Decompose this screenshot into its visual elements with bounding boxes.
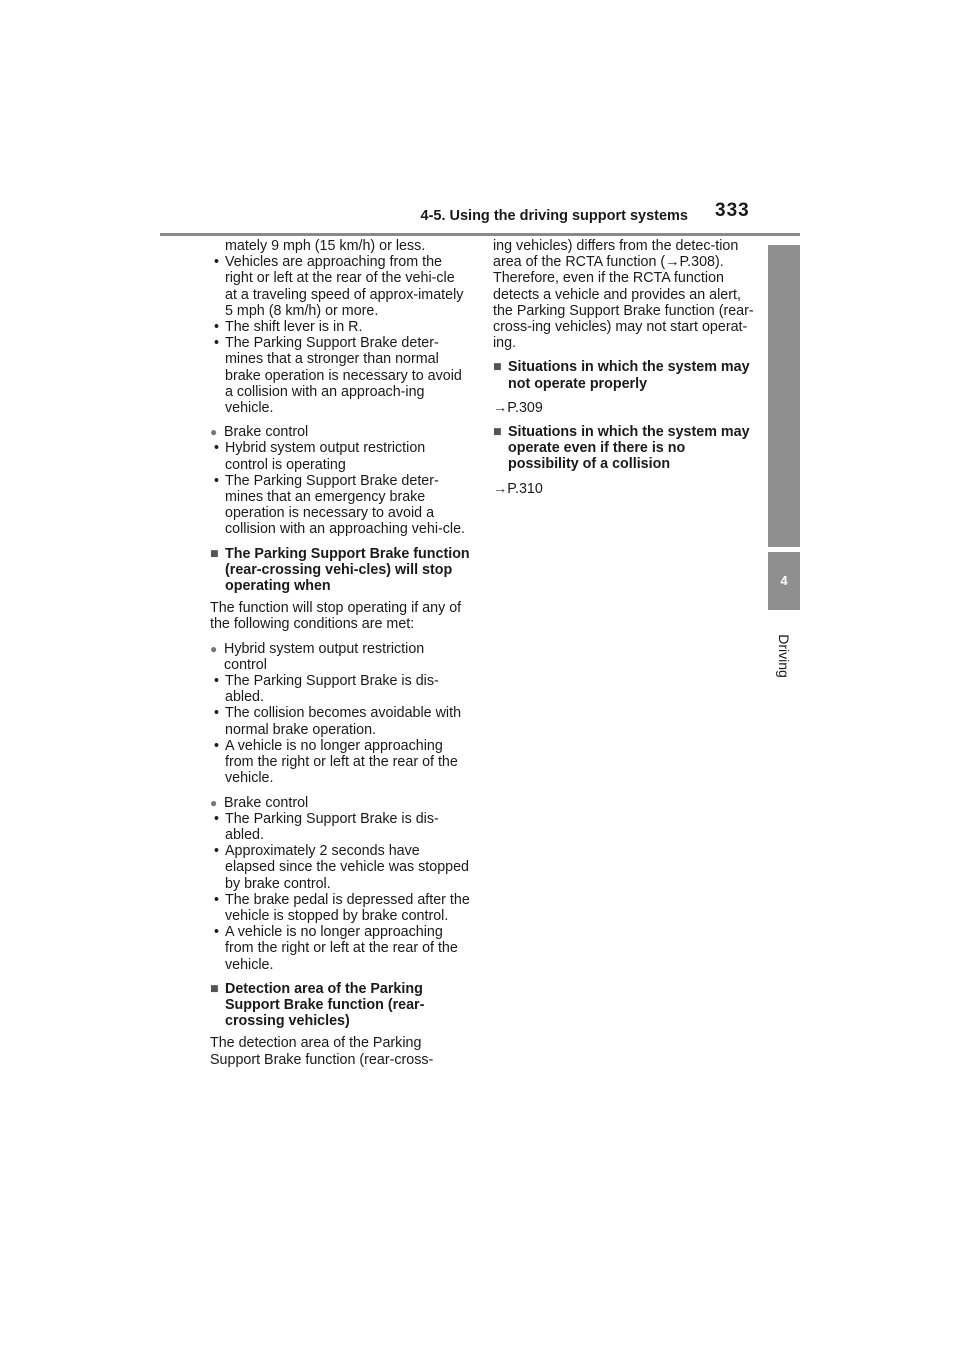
continued-text: mately 9 mph (15 km/h) or less. <box>225 238 426 254</box>
bullet-item: • The Parking Support Brake deter-mines that an emergency brake operation is necessary to avoid a collision with an approaching vehi-cle. <box>210 473 470 538</box>
circle-item: ● Brake control <box>210 795 470 811</box>
side-tab-bar <box>768 245 800 547</box>
page-reference-link[interactable]: → P.309 <box>493 400 755 416</box>
paragraph <box>493 238 755 351</box>
bullet-item: • Vehicles are approaching from the right or left at the rear of the vehi-cle at a traveling speed of approx-imately 5 mph (8 km/h) or more. <box>210 254 470 319</box>
bullet-item: • A vehicle is no longer approaching from the right or left at the rear of the vehicle. <box>210 738 470 787</box>
subsection-heading: ■ The Parking Support Brake function (rear-crossing vehi-cles) will stop operating when <box>210 546 470 595</box>
paragraph-text: ing vehicles) differs from the detec-tion area of the RCTA function ( <box>493 238 739 271</box>
right-column <box>493 238 755 497</box>
bullet-item: • The shift lever is in R. <box>210 319 470 335</box>
circle-item: ● Brake control <box>210 424 470 440</box>
bullet-item: • Hybrid system output restriction control is operating <box>210 440 470 472</box>
subsection-heading: ■ Detection area of the Parking Support Brake function (rear-crossing vehicles) <box>210 981 470 1030</box>
bullet-item: • The brake pedal is depressed after the vehicle is stopped by brake control. <box>210 892 470 924</box>
page-reference-link[interactable]: P.308 <box>679 254 716 271</box>
page-number: 333 <box>715 200 750 221</box>
page-reference-link[interactable]: → P.310 <box>493 481 755 497</box>
subsection-heading: ■ Situations in which the system may operate even if there is no possibility of a collision <box>493 424 755 473</box>
chapter-number-tab: 4 <box>768 552 800 610</box>
chapter-label: Driving <box>776 634 792 678</box>
circle-item: ● Hybrid system output restriction control <box>210 641 470 673</box>
subsection-heading: ■ Situations in which the system may not operate properly <box>493 359 755 391</box>
bullet-item: • The Parking Support Brake is dis-abled. <box>210 673 470 705</box>
arrow-icon: → <box>665 254 680 271</box>
paragraph: The detection area of the Parking Support Brake function (rear-cross- <box>210 1035 434 1068</box>
header-rule <box>160 233 800 236</box>
paragraph: The function will stop operating if any of the following conditions are met: <box>210 600 462 633</box>
bullet-item: • The collision becomes avoidable with normal brake operation. <box>210 705 470 737</box>
left-column <box>210 238 470 1068</box>
section-title: 4-5. Using the driving support systems <box>420 208 688 224</box>
bullet-item: • The Parking Support Brake is dis-abled. <box>210 811 470 843</box>
bullet-item: • A vehicle is no longer approaching from the right or left at the rear of the vehicle. <box>210 924 470 973</box>
bullet-item: • Approximately 2 seconds have elapsed since the vehicle was stopped by brake control. <box>210 843 470 892</box>
page-header <box>160 198 800 236</box>
bullet-item: • The Parking Support Brake deter-mines that a stronger than normal brake operation is necessary to avoid a collision with an approach-ing vehicle. <box>210 335 470 416</box>
paragraph-text: ). Therefore, even if the RCTA function detects a vehicle and provides an alert, the Parking Support Brake function (rear-cross-ing vehicles) may not start operat-ing. <box>493 254 754 352</box>
